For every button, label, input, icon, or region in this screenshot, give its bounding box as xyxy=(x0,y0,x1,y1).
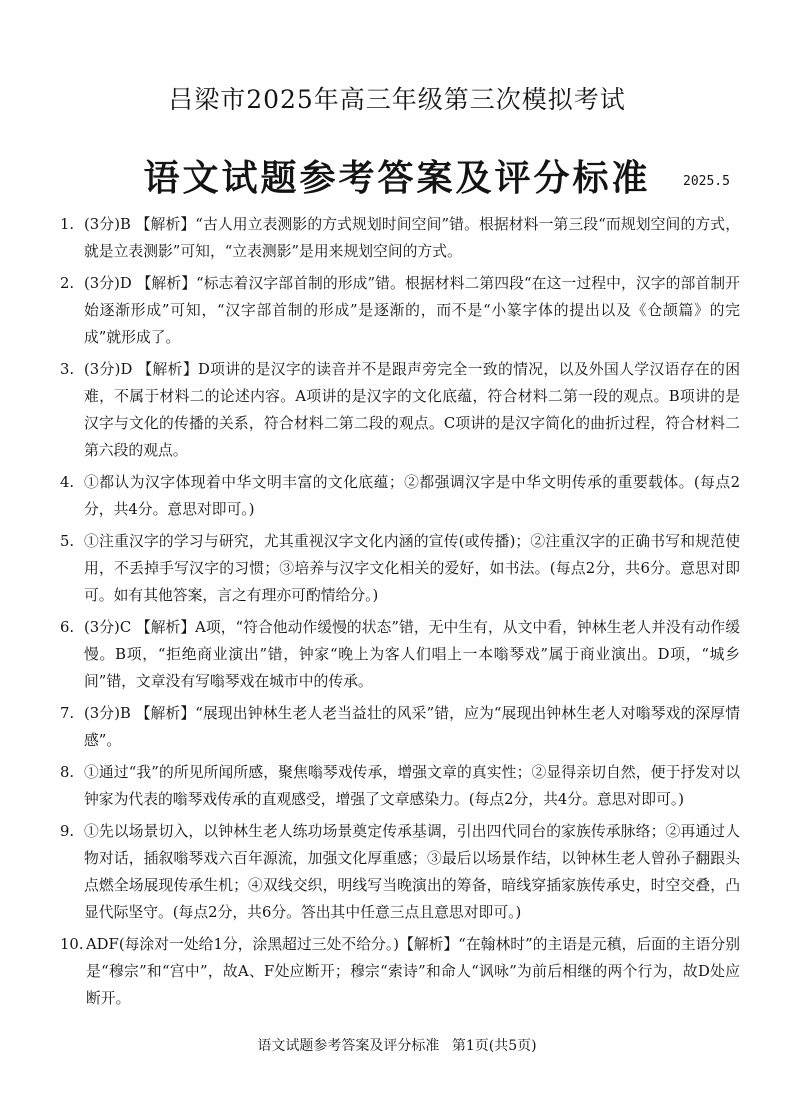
answer-number: 5. xyxy=(60,533,75,550)
answer-item xyxy=(60,700,740,754)
exam-title: 吕梁市2025年高三年级第三次模拟考试 xyxy=(168,85,626,114)
answer-list xyxy=(60,211,740,1017)
answer-number: 3. xyxy=(60,361,75,378)
answer-number: 4. xyxy=(60,474,75,491)
answer-item xyxy=(60,270,740,351)
answer-item xyxy=(60,211,740,265)
answer-text: (3分)B 【解析】“展现出钟林生老人老当益壮的风采”错，应为“展现出钟林生老人对嗡琴戏的深厚情感”。 xyxy=(84,705,740,749)
document-date: 2025.5 xyxy=(683,174,730,189)
answer-text: (3分)C 【解析】A项，“符合他动作缓慢的状态”错，无中生有，从文中看，钟林生老人并没有动作缓慢。B项，“拒绝商业演出”错，钟家“晚上为客人们唱上一本嗡琴戏”属于商业演出。D项，“城乡间”错，文章没有写嗡琴戏在城市中的传承。 xyxy=(84,619,740,690)
answer-text: ①通过“我”的所见所闻所感，聚焦嗡琴戏传承，增强文章的真实性；②显得亲切自然，便于抒发对以钟家为代表的嗡琴戏传承的直观感受，增强了文章感染力。(每点2分，共4分。意思对即可。) xyxy=(84,764,740,808)
answer-text: ①先以场景切入，以钟林生老人练功场景奠定传承基调，引出四代同台的家族传承脉络；②再通过人物对话，插叙嗡琴戏六百年源流，加强文化厚重感；③最后以场景作结，以钟林生老人曾孙子翻跟头点燃全场展现传承生机；④双线交织，明线写当晚演出的筹备，暗线穿插家族传承史，时空交叠，凸显代际坚守。(每点2分，共6分。答出其中任意三点且意思对即可。) xyxy=(84,823,740,921)
answer-text: (3分)B 【解析】“古人用立表测影的方式规划时间空间”错。根据材料一第三段“而规划空间的方式，就是立表测影”可知，“立表测影”是用来规划空间的方式。 xyxy=(84,216,740,260)
answer-item xyxy=(60,469,740,523)
answer-text: (3分)D 【解析】D项讲的是汉字的读音并不是跟声旁完全一致的情况，以及外国人学汉语存在的困难，不属于材料二的论述内容。A项讲的是汉字的文化底蕴，符合材料二第一段的观点。B项讲的是汉字与文化的传播的关系，符合材料二第二段的观点。C项讲的是汉字简化的曲折过程，符合材料二第六段的观点。 xyxy=(84,361,740,459)
answer-number: 7. xyxy=(60,705,75,722)
answer-text: ①都认为汉字体现着中华文明丰富的文化底蕴；②都强调汉字是中华文明传承的重要载体。(每点2分，共4分。意思对即可。) xyxy=(84,474,740,518)
answer-item xyxy=(60,818,740,926)
answer-number: 10. xyxy=(60,936,84,953)
page-number: 第1页(共5页) xyxy=(451,1038,537,1054)
answer-item xyxy=(60,356,740,464)
answer-number: 6. xyxy=(60,619,75,636)
document-title: 语文试题参考答案及评分标准 xyxy=(143,157,651,199)
answer-text: ADF(每涂对一处给1分，涂黑超过三处不给分。)【解析】“在翰林时”的主语是元稹，后面的主语分别是“穆宗”和“宫中”，故A、F处应断开；穆宗“索诗”和命人“讽咏”为前后相继的两个行为，故D处应断开。 xyxy=(86,936,740,1007)
answer-item xyxy=(60,614,740,695)
answer-text: ①注重汉字的学习与研究，尤其重视汉字文化内涵的宣传(或传播)；②注重汉字的正确书写和规范使用，不丢掉手写汉字的习惯；③培养与汉字文化相关的爱好，如书法。(每点2分，共6分。意思对即可。如有其他答案，言之有理亦可酌情给分。) xyxy=(84,533,740,604)
page-footer xyxy=(0,1035,794,1055)
answer-number: 2. xyxy=(60,275,75,292)
answer-item xyxy=(60,931,740,1012)
answer-item xyxy=(60,528,740,609)
answer-number: 1. xyxy=(60,216,75,233)
answer-text: (3分)D 【解析】“标志着汉字部首制的形成”错。根据材料二第四段“在这一过程中，汉字的部首制开始逐渐形成”可知，“汉字部首制的形成”是逐渐的，而不是“小篆字体的提出以及《仓颉篇》的完成”就形成了。 xyxy=(84,275,740,346)
answer-item xyxy=(60,759,740,813)
answer-number: 8. xyxy=(60,764,75,781)
footer-title: 语文试题参考答案及评分标准 xyxy=(257,1038,440,1054)
answer-number: 9. xyxy=(60,823,75,840)
